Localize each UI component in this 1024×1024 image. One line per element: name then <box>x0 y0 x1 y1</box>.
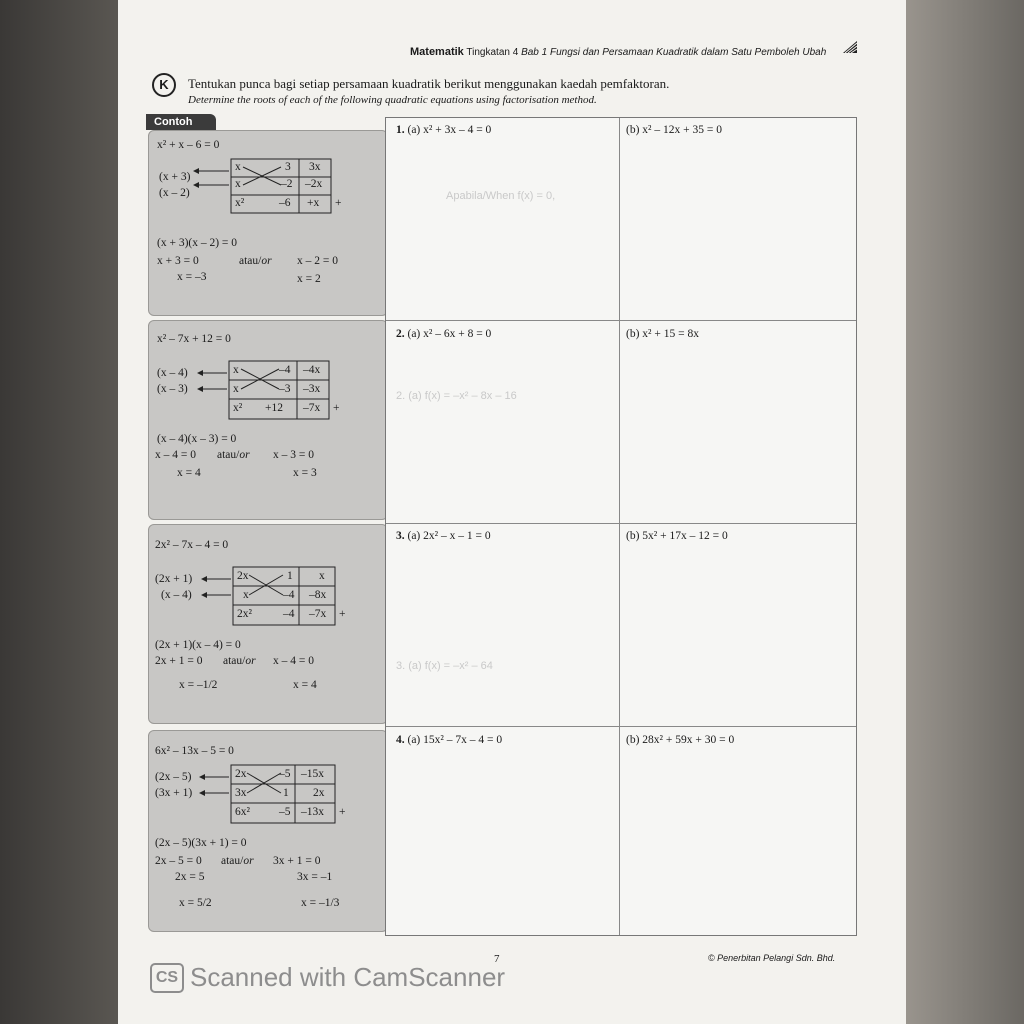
example-card-4 <box>148 730 388 932</box>
middle-step-left: 2x = 5 <box>175 871 205 883</box>
table-cell: x <box>319 570 325 582</box>
bleed-through-text: 3. (a) f(x) = –x² – 64 <box>396 660 493 672</box>
split-right: 3x + 1 = 0 <box>273 855 321 867</box>
example-label: Contoh <box>146 114 216 130</box>
split-right: x – 2 = 0 <box>297 255 338 267</box>
table-cell: –7x <box>303 402 321 414</box>
background-right <box>904 0 1024 1024</box>
cross-method-diagram <box>149 525 387 723</box>
camscanner-logo-icon: CS <box>150 963 184 993</box>
table-cell: –4 <box>283 589 295 601</box>
table-cell: –4x <box>303 364 321 376</box>
question-4a[interactable]: 4. (a) 15x² – 7x – 4 = 0 <box>396 734 503 746</box>
example-equation: x² + x – 6 = 0 <box>157 139 220 151</box>
root-right: x = –1/3 <box>301 897 340 909</box>
table-cell: 2x <box>313 787 325 799</box>
split-left: 2x – 5 = 0 <box>155 855 202 867</box>
example-card-3 <box>148 524 388 724</box>
table-cell: 1 <box>283 787 289 799</box>
table-cell: 3x <box>235 787 247 799</box>
plus-sign: + <box>339 608 346 620</box>
table-cell: 2x <box>235 768 247 780</box>
table-cell: x <box>243 589 249 601</box>
table-cell: x <box>235 178 241 190</box>
table-cell: 3 <box>285 161 291 173</box>
header-subject: Matematik <box>410 46 464 58</box>
split-left: 2x + 1 = 0 <box>155 655 203 667</box>
table-cell: –4 <box>283 608 295 620</box>
question-2a[interactable]: 2. (a) x² – 6x + 8 = 0 <box>396 328 492 340</box>
page-header <box>410 46 826 58</box>
table-cell: 6x² <box>235 806 250 818</box>
question-3a[interactable]: 3. (a) 2x² – x – 1 = 0 <box>396 530 491 542</box>
question-4b[interactable]: (b) 28x² + 59x + 30 = 0 <box>626 734 735 746</box>
table-cell: –2 <box>281 178 293 190</box>
table-cell: x <box>235 161 241 173</box>
question-2b[interactable]: (b) x² + 15 = 8x <box>626 328 699 340</box>
factor-1: (2x – 5) <box>155 771 192 783</box>
table-cell: –2x <box>305 178 323 190</box>
question-1b[interactable]: (b) x² – 12x + 35 = 0 <box>626 124 722 136</box>
factor-2: (3x + 1) <box>155 787 193 799</box>
plus-sign: + <box>333 402 340 414</box>
row-divider <box>386 523 856 524</box>
table-cell: 2x² <box>237 608 252 620</box>
table-cell: x² <box>233 402 243 414</box>
root-left: x = 4 <box>177 467 201 479</box>
plus-sign: + <box>339 806 346 818</box>
middle-step-right: 3x = –1 <box>297 871 333 883</box>
column-divider <box>619 118 620 935</box>
factored-form: (x + 3)(x – 2) = 0 <box>157 237 238 249</box>
or-word: atau/or <box>217 449 250 461</box>
page-number: 7 <box>494 953 500 965</box>
table-cell: –5 <box>279 768 291 780</box>
split-left: x – 4 = 0 <box>155 449 196 461</box>
split-right: x – 4 = 0 <box>273 655 314 667</box>
example-card-1 <box>148 130 388 316</box>
table-cell: –15x <box>301 768 324 780</box>
section-badge: K <box>152 73 176 97</box>
example-equation: 6x² – 13x – 5 = 0 <box>155 745 234 757</box>
header-level: Tingkatan 4 <box>466 47 519 58</box>
row-divider <box>386 726 856 727</box>
table-cell: –3 <box>279 383 291 395</box>
question-3b[interactable]: (b) 5x² + 17x – 12 = 0 <box>626 530 728 542</box>
factored-form: (2x + 1)(x – 4) = 0 <box>155 639 241 651</box>
table-cell: 2x <box>237 570 249 582</box>
factor-1: (x – 4) <box>157 367 188 379</box>
or-word: atau/or <box>223 655 256 667</box>
example-equation: 2x² – 7x – 4 = 0 <box>155 539 229 551</box>
cross-method-diagram <box>149 131 387 315</box>
root-right: x = 4 <box>293 679 317 691</box>
bleed-through-text: 2. (a) f(x) = –x² – 8x – 16 <box>396 390 517 402</box>
example-card-2 <box>148 320 388 520</box>
table-cell: –8x <box>309 589 327 601</box>
background-left <box>0 0 120 1024</box>
answer-grid <box>385 117 857 936</box>
factored-form: (x – 4)(x – 3) = 0 <box>157 433 237 445</box>
table-cell: +x <box>307 197 320 209</box>
factor-2: (x – 2) <box>159 187 190 199</box>
publisher-credit: © Penerbitan Pelangi Sdn. Bhd. <box>708 953 836 963</box>
table-cell: –4 <box>279 364 291 376</box>
table-cell: x² <box>235 197 245 209</box>
table-cell: 3x <box>309 161 321 173</box>
question-1a[interactable]: 1. (a) x² + 3x – 4 = 0 <box>396 124 492 136</box>
camscanner-watermark <box>150 962 505 993</box>
table-cell: x <box>233 364 239 376</box>
root-left: x = 5/2 <box>179 897 212 909</box>
or-word: atau/or <box>239 255 272 267</box>
factor-1: (2x + 1) <box>155 573 193 585</box>
split-left: x + 3 = 0 <box>157 255 199 267</box>
root-left: x = –1/2 <box>179 679 218 691</box>
factor-1: (x + 3) <box>159 171 191 183</box>
row-divider <box>386 320 856 321</box>
split-right: x – 3 = 0 <box>273 449 314 461</box>
root-left: x = –3 <box>177 271 207 283</box>
bleed-through-text: Apabila/When f(x) = 0, <box>446 190 556 202</box>
factored-form: (2x – 5)(3x + 1) = 0 <box>155 837 247 849</box>
table-cell: –3x <box>303 383 321 395</box>
table-cell: –7x <box>309 608 327 620</box>
table-cell: –13x <box>301 806 324 818</box>
table-cell: –5 <box>279 806 291 818</box>
table-cell: x <box>233 383 239 395</box>
header-chapter: Bab 1 Fungsi dan Persamaan Kuadratik dalam Satu Pemboleh Ubah <box>521 47 827 58</box>
factor-2: (x – 4) <box>161 589 192 601</box>
root-right: x = 2 <box>297 273 321 285</box>
camscanner-text: Scanned with CamScanner <box>190 962 506 992</box>
root-right: x = 3 <box>293 467 317 479</box>
or-word: atau/or <box>221 855 254 867</box>
cross-method-diagram <box>149 321 387 519</box>
book-corner-icon <box>842 40 858 54</box>
table-cell: –6 <box>279 197 291 209</box>
example-equation: x² – 7x + 12 = 0 <box>157 333 231 345</box>
table-cell: +12 <box>265 402 283 414</box>
table-cell: 1 <box>287 570 293 582</box>
instruction-malay: Tentukan punca bagi setiap persamaan kuadratik berikut menggunakan kaedah pemfaktoran. <box>188 76 670 91</box>
instruction-english: Determine the roots of each of the following quadratic equations using factorisation method. <box>188 94 597 106</box>
factor-2: (x – 3) <box>157 383 188 395</box>
plus-sign: + <box>335 197 342 209</box>
